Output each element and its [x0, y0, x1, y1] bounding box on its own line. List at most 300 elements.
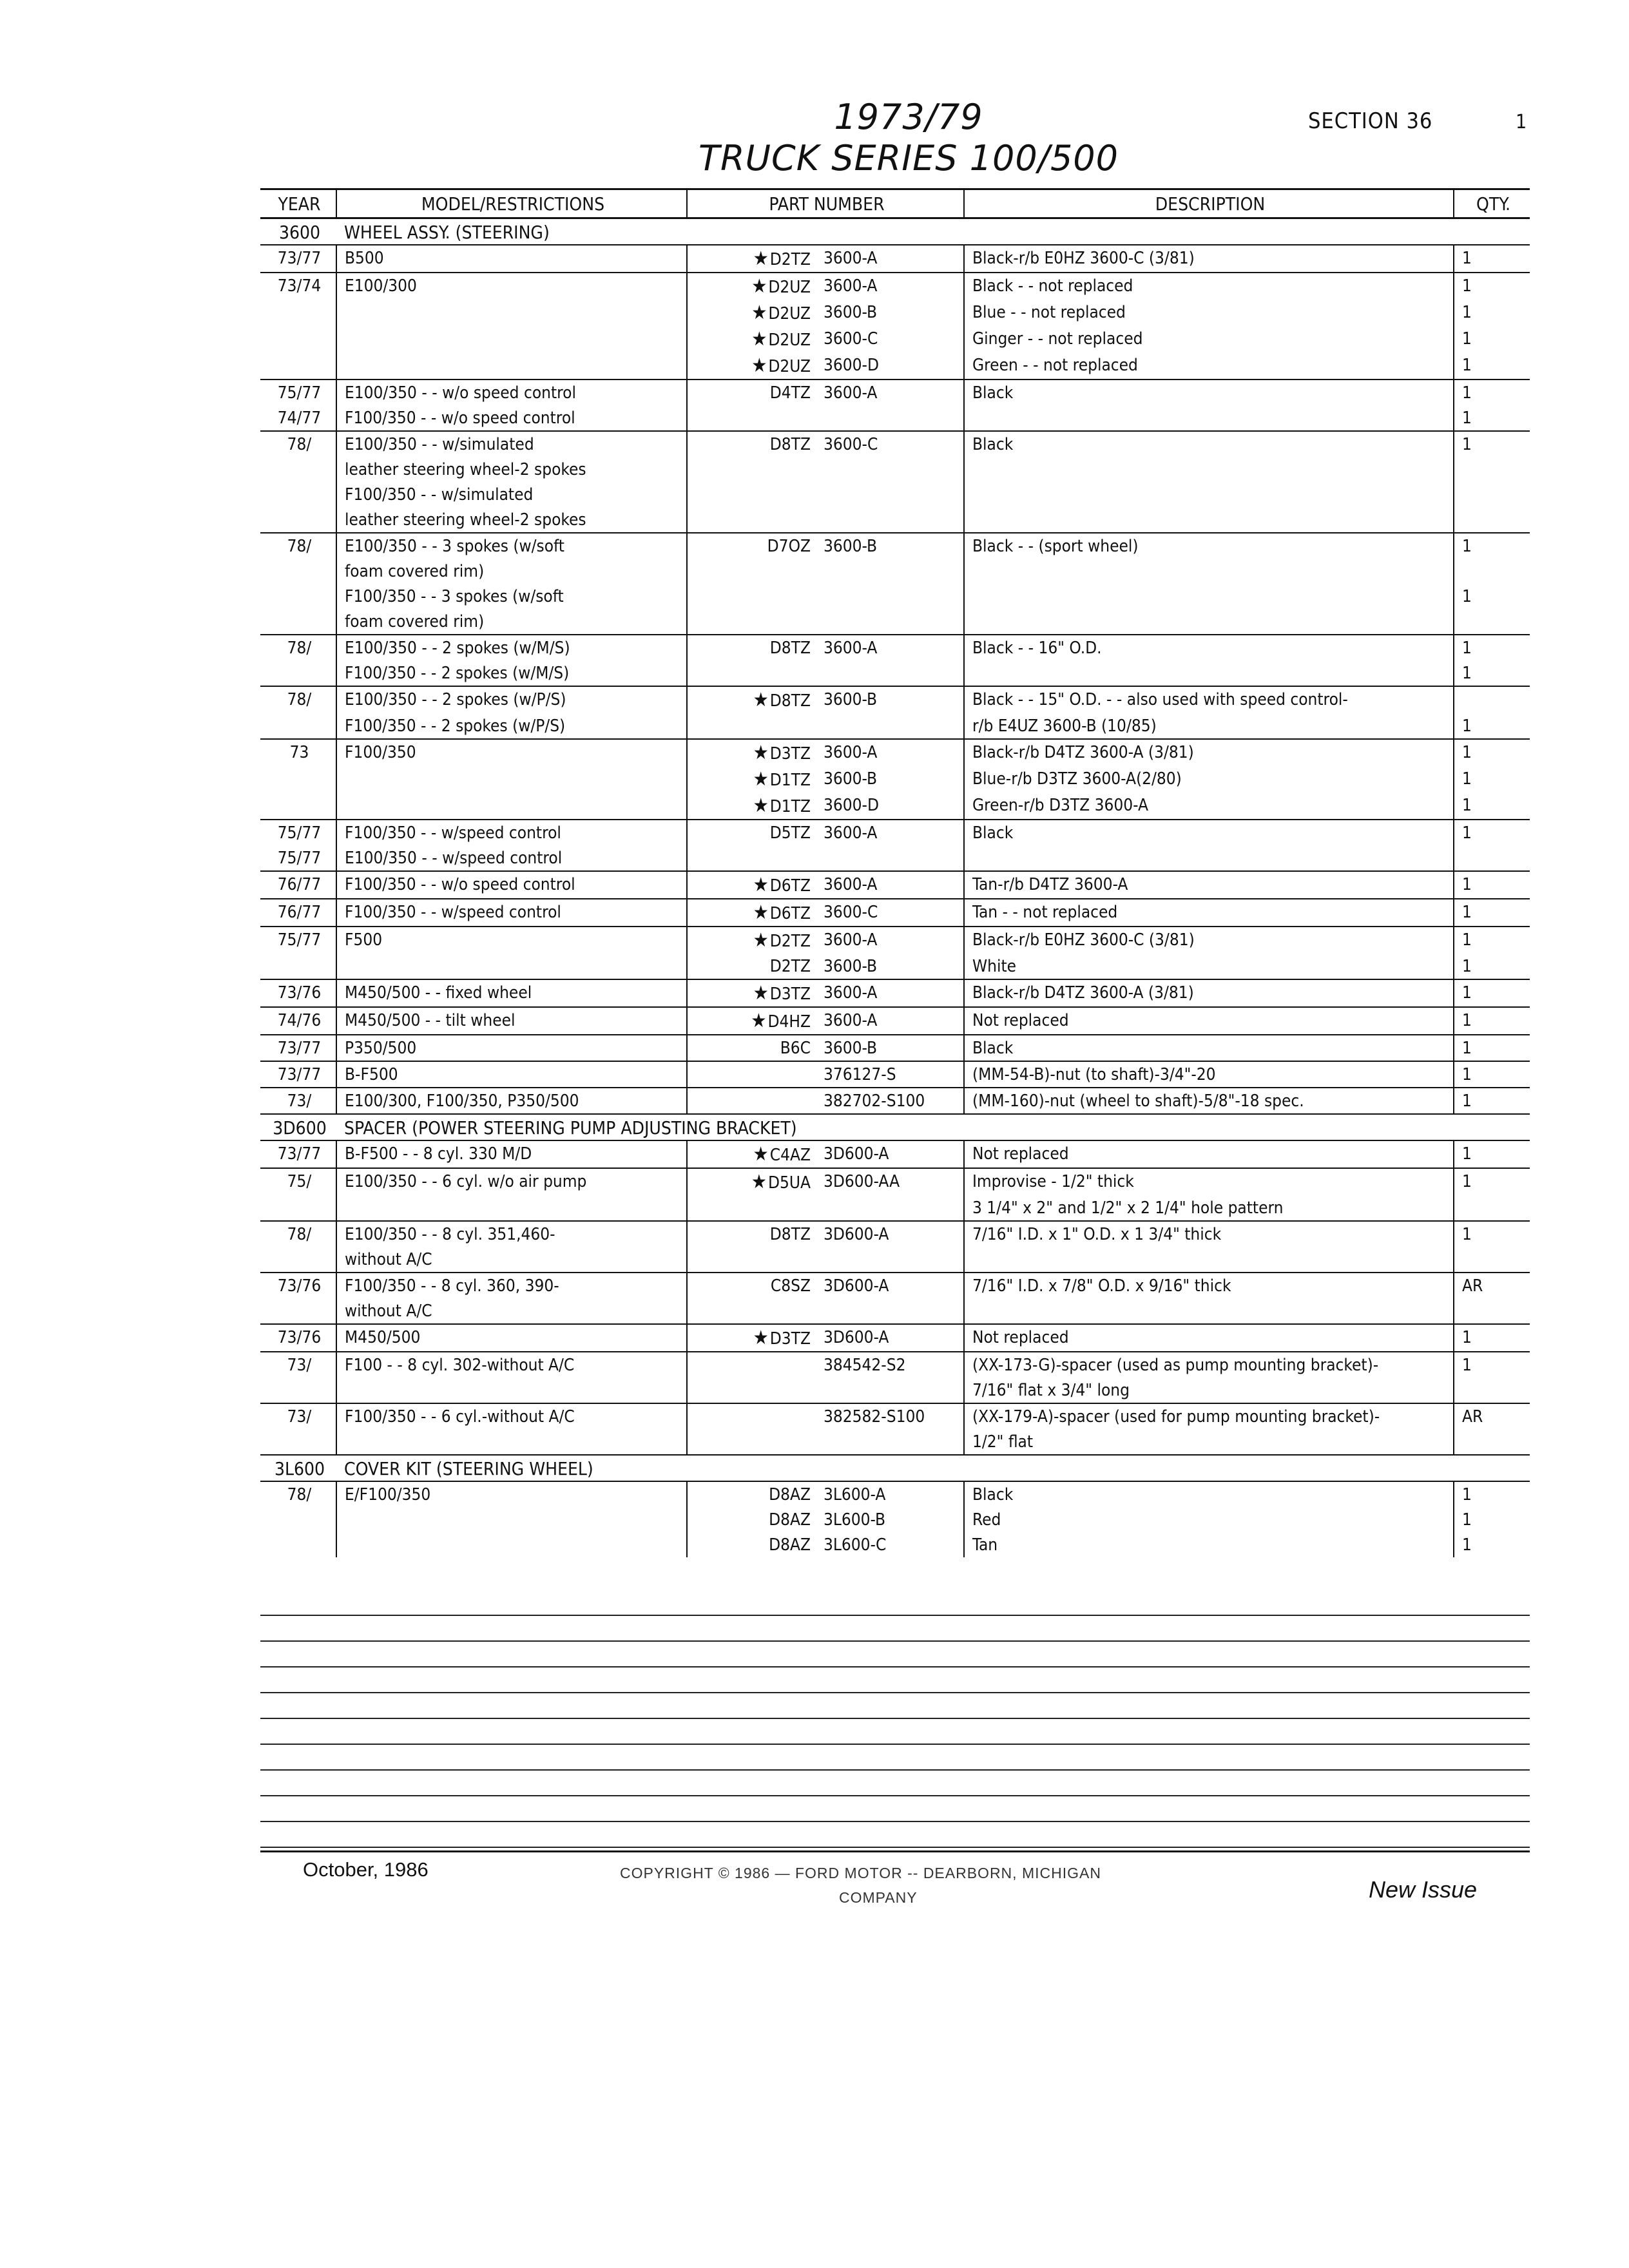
group-title: WHEEL ASSY. (STEERING) — [336, 218, 1530, 245]
table-row — [260, 979, 1530, 1007]
model-cell: F100/350 - - 2 spokes (w/P/S) — [336, 713, 687, 739]
part-prefix-cell — [687, 380, 816, 405]
year-cell: 73/76 — [260, 979, 336, 1007]
part-prefix-cell — [687, 845, 816, 871]
part-prefix: D3TZ — [769, 985, 811, 1004]
part-prefix-cell — [687, 660, 816, 686]
part-prefix: D2UZ — [768, 357, 811, 376]
blank-line — [260, 1771, 1530, 1796]
description-cell: Blue - - not replaced — [964, 300, 1454, 326]
star-icon: ★ — [753, 794, 769, 817]
model-cell: leather steering wheel-2 spokes — [336, 457, 687, 482]
group-title: SPACER (POWER STEERING PUMP ADJUSTING BRACKET) — [336, 1114, 1530, 1140]
description-cell — [964, 1247, 1454, 1273]
part-base-cell: 3600-A — [816, 871, 964, 899]
year-cell: 76/77 — [260, 899, 336, 927]
model-cell — [336, 1532, 687, 1557]
qty-cell: 1 — [1462, 1485, 1472, 1504]
blank-line — [260, 1745, 1530, 1771]
part-base-cell: 3L600-B — [816, 1507, 964, 1532]
year-cell — [260, 1378, 336, 1403]
description-cell — [964, 584, 1454, 609]
table-row — [260, 1088, 1530, 1114]
part-base-cell: 3600-B — [816, 533, 964, 559]
description-cell: Black — [964, 820, 1454, 845]
description-cell: Black - - (sport wheel) — [964, 533, 1454, 559]
star-icon: ★ — [751, 302, 767, 324]
part-prefix: D8TZ — [769, 691, 811, 711]
year-cell — [260, 507, 336, 533]
year-cell — [260, 954, 336, 979]
description-cell: Black-r/b D4TZ 3600-A (3/81) — [964, 979, 1454, 1007]
qty-cell: 1 — [1462, 639, 1472, 658]
part-base-cell: 3D600-A — [816, 1324, 964, 1352]
part-base-cell: 384542-S2 — [816, 1352, 964, 1378]
table-row — [260, 1507, 1530, 1532]
description-cell: (MM-160)-nut (wheel to shaft)-5/8"-18 spec. — [964, 1088, 1454, 1114]
qty-cell — [1454, 686, 1530, 713]
column-header-model: MODEL/RESTRICTIONS — [336, 189, 687, 218]
table-row — [260, 1221, 1530, 1247]
description-cell — [964, 507, 1454, 533]
part-base-cell: 3D600-A — [816, 1273, 964, 1298]
model-cell: foam covered rim) — [336, 559, 687, 584]
part-prefix-cell — [687, 954, 816, 979]
qty-cell: 1 — [1462, 329, 1472, 349]
group-heading-row — [260, 218, 1530, 245]
model-cell: leather steering wheel-2 spokes — [336, 507, 687, 533]
model-cell — [336, 793, 687, 820]
part-prefix-cell — [687, 1035, 816, 1061]
star-icon: ★ — [753, 982, 769, 1004]
part-prefix: C8SZ — [770, 1276, 811, 1296]
model-cell: F100 - - 8 cyl. 302-without A/C — [336, 1352, 687, 1378]
part-base-cell: 3600-D — [816, 793, 964, 820]
part-prefix-cell — [687, 1403, 816, 1429]
year-cell: 73/74 — [260, 273, 336, 300]
star-icon: ★ — [753, 874, 769, 896]
column-header-part-number: PART NUMBER — [687, 189, 964, 218]
part-prefix-cell — [687, 352, 816, 380]
part-prefix: C4AZ — [769, 1146, 811, 1165]
model-cell — [336, 326, 687, 352]
year-cell — [260, 300, 336, 326]
model-cell: M450/500 — [336, 1324, 687, 1352]
year-cell — [260, 713, 336, 739]
part-prefix-cell — [687, 1352, 816, 1378]
part-prefix-cell — [687, 1324, 816, 1352]
qty-cell: 1 — [1462, 303, 1472, 322]
part-prefix: D6TZ — [769, 876, 811, 896]
qty-cell: 1 — [1462, 587, 1472, 606]
group-title: COVER KIT (STEERING WHEEL) — [336, 1455, 1530, 1481]
part-base-cell: 3600-B — [816, 686, 964, 713]
part-prefix-cell — [687, 635, 816, 660]
group-code: 3L600 — [260, 1455, 336, 1481]
qty-cell: 1 — [1462, 930, 1472, 950]
qty-cell — [1454, 1378, 1530, 1403]
title-years: 1973/79 — [834, 97, 983, 137]
year-cell — [260, 559, 336, 584]
model-cell: F100/350 - - w/speed control — [336, 820, 687, 845]
table-row — [260, 820, 1530, 845]
part-prefix: D2TZ — [769, 932, 811, 951]
table-row — [260, 1168, 1530, 1195]
table-row — [260, 559, 1530, 584]
year-cell: 74/77 — [260, 405, 336, 431]
model-cell: E100/350 - - 3 spokes (w/soft — [336, 533, 687, 559]
qty-cell: 1 — [1462, 383, 1472, 403]
description-cell: Black-r/b E0HZ 3600-C (3/81) — [964, 245, 1454, 273]
table-row — [260, 405, 1530, 431]
model-cell: without A/C — [336, 1298, 687, 1324]
part-prefix-cell — [687, 1532, 816, 1557]
qty-cell — [1454, 457, 1530, 482]
description-cell: 7/16" I.D. x 1" O.D. x 1 3/4" thick — [964, 1221, 1454, 1247]
year-cell: 75/ — [260, 1168, 336, 1195]
title-series: TRUCK SERIES 100/500 — [698, 138, 1119, 178]
part-base-cell — [816, 713, 964, 739]
part-prefix-cell — [687, 405, 816, 431]
model-cell: F500 — [336, 927, 687, 954]
part-base-cell: 3600-A — [816, 739, 964, 766]
table-row — [260, 954, 1530, 979]
year-cell — [260, 1298, 336, 1324]
table-row — [260, 793, 1530, 820]
qty-cell: 1 — [1454, 245, 1530, 273]
model-cell: E100/350 - - 2 spokes (w/P/S) — [336, 686, 687, 713]
year-cell: 73 — [260, 739, 336, 766]
description-cell: Tan — [964, 1532, 1454, 1557]
part-prefix: D1TZ — [769, 797, 811, 816]
description-cell — [964, 1298, 1454, 1324]
description-cell — [964, 482, 1454, 507]
part-prefix-cell — [687, 1061, 816, 1088]
part-prefix-cell — [687, 1221, 816, 1247]
year-cell: 78/ — [260, 431, 336, 457]
model-cell: F100/350 - - w/o speed control — [336, 871, 687, 899]
column-header-description: DESCRIPTION — [964, 189, 1454, 218]
description-cell: Black — [964, 1035, 1454, 1061]
qty-cell — [1454, 507, 1530, 533]
part-prefix: D2UZ — [768, 331, 811, 350]
group-code: 3600 — [260, 218, 336, 245]
part-prefix: D8TZ — [769, 1225, 811, 1244]
qty-cell: 1 — [1454, 1140, 1530, 1168]
part-base-cell: 3L600-C — [816, 1532, 964, 1557]
group-heading-row — [260, 1455, 1530, 1481]
blank-line — [260, 1693, 1530, 1719]
part-prefix-cell — [687, 1507, 816, 1532]
year-cell: 78/ — [260, 1481, 336, 1507]
part-prefix-cell — [687, 927, 816, 954]
model-cell — [336, 352, 687, 380]
model-cell: B500 — [336, 245, 687, 273]
model-cell: foam covered rim) — [336, 609, 687, 635]
year-cell — [260, 1195, 336, 1221]
year-cell — [260, 1429, 336, 1455]
page-title — [644, 97, 1173, 179]
year-cell — [260, 1532, 336, 1557]
description-cell — [964, 845, 1454, 871]
model-cell: F100/350 — [336, 739, 687, 766]
model-cell: E100/350 - - 8 cyl. 351,460- — [336, 1221, 687, 1247]
table-row — [260, 431, 1530, 457]
part-prefix-cell — [687, 1273, 816, 1298]
footer-date: October, 1986 — [303, 1858, 429, 1881]
qty-cell — [1454, 1195, 1530, 1221]
description-cell: Not replaced — [964, 1324, 1454, 1352]
star-icon: ★ — [753, 247, 769, 270]
qty-cell — [1454, 1298, 1530, 1324]
year-cell: 78/ — [260, 635, 336, 660]
qty-cell: 1 — [1454, 954, 1530, 979]
part-prefix-cell — [687, 1247, 816, 1273]
qty-cell: 1 — [1462, 743, 1472, 762]
table-row — [260, 713, 1530, 739]
part-prefix: D2UZ — [768, 278, 811, 297]
description-cell: Not replaced — [964, 1140, 1454, 1168]
part-prefix: D5UA — [767, 1173, 811, 1193]
qty-cell — [1454, 1247, 1530, 1273]
part-base-cell: 3600-C — [816, 326, 964, 352]
model-cell: E100/300 — [336, 273, 687, 300]
part-base-cell — [816, 1378, 964, 1403]
part-prefix-cell — [687, 1429, 816, 1455]
qty-cell: 1 — [1462, 823, 1472, 843]
part-prefix-cell — [687, 766, 816, 793]
description-cell: (MM-54-B)-nut (to shaft)-3/4"-20 — [964, 1061, 1454, 1088]
qty-cell: 1 — [1462, 1172, 1472, 1191]
part-base-cell — [816, 1247, 964, 1273]
year-cell: 78/ — [260, 1221, 336, 1247]
qty-cell: 1 — [1462, 1225, 1472, 1244]
year-cell: 73/77 — [260, 245, 336, 273]
part-base-cell — [816, 584, 964, 609]
part-prefix: D3TZ — [769, 744, 811, 764]
qty-cell: 1 — [1454, 713, 1530, 739]
part-prefix: D4TZ — [769, 383, 811, 403]
model-cell: F100/350 - - 8 cyl. 360, 390- — [336, 1273, 687, 1298]
qty-cell: 1 — [1454, 1035, 1530, 1061]
part-prefix: D8AZ — [769, 1485, 811, 1504]
year-cell: 73/77 — [260, 1140, 336, 1168]
blank-line — [260, 1616, 1530, 1642]
part-base-cell — [816, 1429, 964, 1455]
model-cell — [336, 1429, 687, 1455]
qty-cell: 1 — [1462, 769, 1472, 789]
qty-cell: 1 — [1462, 1356, 1472, 1375]
table-row — [260, 1298, 1530, 1324]
model-cell: F100/350 - - 6 cyl.-without A/C — [336, 1403, 687, 1429]
part-prefix-cell — [687, 686, 816, 713]
table-row — [260, 686, 1530, 713]
description-cell: Black — [964, 380, 1454, 405]
year-cell: 76/77 — [260, 871, 336, 899]
table-row — [260, 380, 1530, 405]
table-row — [260, 845, 1530, 871]
description-cell: 7/16" I.D. x 7/8" O.D. x 9/16" thick — [964, 1273, 1454, 1298]
part-prefix-cell — [687, 1195, 816, 1221]
model-cell: E100/350 - - 2 spokes (w/M/S) — [336, 635, 687, 660]
qty-cell: 1 — [1462, 1510, 1472, 1530]
table-row — [260, 326, 1530, 352]
table-row — [260, 1035, 1530, 1061]
table-row — [260, 1352, 1530, 1378]
part-prefix: D7OZ — [767, 537, 811, 556]
star-icon: ★ — [751, 354, 767, 377]
table-row — [260, 245, 1530, 273]
blank-line — [260, 1667, 1530, 1693]
qty-cell: 1 — [1454, 871, 1530, 899]
year-cell: 73/ — [260, 1352, 336, 1378]
model-cell: M450/500 - - fixed wheel — [336, 979, 687, 1007]
description-cell: Tan - - not replaced — [964, 899, 1454, 927]
year-cell — [260, 1247, 336, 1273]
part-base-cell: 3L600-A — [816, 1481, 964, 1507]
model-cell — [336, 766, 687, 793]
blank-line — [260, 1590, 1530, 1616]
model-cell: F100/350 - - w/o speed control — [336, 405, 687, 431]
part-prefix-cell — [687, 245, 816, 273]
year-cell — [260, 766, 336, 793]
description-cell: (XX-179-A)-spacer (used for pump mounting bracket)- — [964, 1403, 1454, 1429]
description-cell: Red — [964, 1507, 1454, 1532]
model-cell: F100/350 - - 3 spokes (w/soft — [336, 584, 687, 609]
table-row — [260, 660, 1530, 686]
table-row — [260, 927, 1530, 954]
qty-cell: 1 — [1454, 660, 1530, 686]
part-prefix-cell — [687, 326, 816, 352]
table-row — [260, 1532, 1530, 1557]
table-row — [260, 507, 1530, 533]
year-cell — [260, 482, 336, 507]
part-prefix-cell — [687, 457, 816, 482]
group-code: 3D600 — [260, 1114, 336, 1140]
model-cell — [336, 1507, 687, 1532]
model-cell: B-F500 - - 8 cyl. 330 M/D — [336, 1140, 687, 1168]
part-base-cell: 3600-B — [816, 1035, 964, 1061]
part-prefix-cell — [687, 1378, 816, 1403]
blank-line — [260, 1822, 1530, 1848]
table-row — [260, 1378, 1530, 1403]
qty-cell — [1454, 845, 1530, 871]
part-prefix: B6C — [780, 1039, 811, 1058]
part-prefix-cell — [687, 899, 816, 927]
part-prefix-cell — [687, 1168, 816, 1195]
star-icon: ★ — [753, 742, 769, 764]
year-cell — [260, 352, 336, 380]
year-cell: 75/77 — [260, 380, 336, 405]
table-row — [260, 1403, 1530, 1429]
part-prefix: D3TZ — [769, 1329, 811, 1349]
qty-cell: 1 — [1454, 1061, 1530, 1088]
table-row — [260, 533, 1530, 559]
description-cell: 1/2" flat — [964, 1429, 1454, 1455]
model-cell: F100/350 - - w/simulated — [336, 482, 687, 507]
model-cell: E100/350 - - w/o speed control — [336, 380, 687, 405]
part-base-cell: 3600-A — [816, 979, 964, 1007]
description-cell: Green-r/b D3TZ 3600-A — [964, 793, 1454, 820]
star-icon: ★ — [751, 328, 767, 351]
part-prefix-cell — [687, 979, 816, 1007]
year-cell — [260, 1507, 336, 1532]
qty-cell: 1 — [1454, 1324, 1530, 1352]
model-cell: M450/500 - - tilt wheel — [336, 1007, 687, 1035]
model-cell: E/F100/350 — [336, 1481, 687, 1507]
part-prefix-cell — [687, 533, 816, 559]
section-number: SECTION 36 — [1308, 108, 1433, 134]
part-prefix-cell — [687, 584, 816, 609]
model-cell — [336, 300, 687, 326]
description-cell: Black-r/b E0HZ 3600-C (3/81) — [964, 927, 1454, 954]
table-row — [260, 584, 1530, 609]
footer-rule — [260, 1850, 1530, 1852]
part-base-cell — [816, 609, 964, 635]
part-base-cell — [816, 660, 964, 686]
year-cell — [260, 793, 336, 820]
part-base-cell — [816, 1195, 964, 1221]
part-prefix: D2TZ — [769, 250, 811, 269]
model-cell — [336, 1378, 687, 1403]
star-icon: ★ — [753, 901, 769, 924]
model-cell — [336, 1195, 687, 1221]
model-cell: B-F500 — [336, 1061, 687, 1088]
star-icon: ★ — [753, 1143, 769, 1166]
part-base-cell: 3600-A — [816, 927, 964, 954]
part-base-cell: 382702-S100 — [816, 1088, 964, 1114]
year-cell — [260, 326, 336, 352]
part-base-cell: 3600-C — [816, 431, 964, 457]
part-prefix: D1TZ — [769, 771, 811, 790]
qty-cell: 1 — [1462, 1535, 1472, 1555]
qty-cell: 1 — [1454, 352, 1530, 380]
part-prefix-cell — [687, 1140, 816, 1168]
part-prefix-cell — [687, 482, 816, 507]
part-base-cell: 376127-S — [816, 1061, 964, 1088]
year-cell: 73/77 — [260, 1035, 336, 1061]
year-cell — [260, 660, 336, 686]
table-row — [260, 1195, 1530, 1221]
part-prefix-cell — [687, 559, 816, 584]
qty-cell: 1 — [1454, 979, 1530, 1007]
model-cell: F100/350 - - 2 spokes (w/M/S) — [336, 660, 687, 686]
part-prefix: D4HZ — [767, 1012, 811, 1032]
part-prefix: D8TZ — [769, 435, 811, 454]
year-cell: 73/77 — [260, 1061, 336, 1088]
model-cell — [336, 954, 687, 979]
model-cell: E100/300, F100/350, P350/500 — [336, 1088, 687, 1114]
part-prefix-cell — [687, 273, 816, 300]
table-row — [260, 1324, 1530, 1352]
part-prefix: D8AZ — [769, 1535, 811, 1555]
table-row — [260, 482, 1530, 507]
part-prefix: D8TZ — [769, 639, 811, 658]
star-icon: ★ — [751, 1010, 767, 1032]
part-base-cell: 3600-A — [816, 820, 964, 845]
table-row — [260, 1007, 1530, 1035]
footer-issue-status: New Issue — [1369, 1876, 1478, 1903]
star-icon: ★ — [753, 1327, 769, 1349]
year-cell: 73/76 — [260, 1324, 336, 1352]
blank-line — [260, 1719, 1530, 1745]
part-prefix-cell — [687, 431, 816, 457]
part-prefix: D2UZ — [768, 304, 811, 323]
part-base-cell — [816, 405, 964, 431]
part-prefix-cell — [687, 713, 816, 739]
qty-cell: AR — [1462, 1276, 1483, 1296]
part-base-cell — [816, 845, 964, 871]
